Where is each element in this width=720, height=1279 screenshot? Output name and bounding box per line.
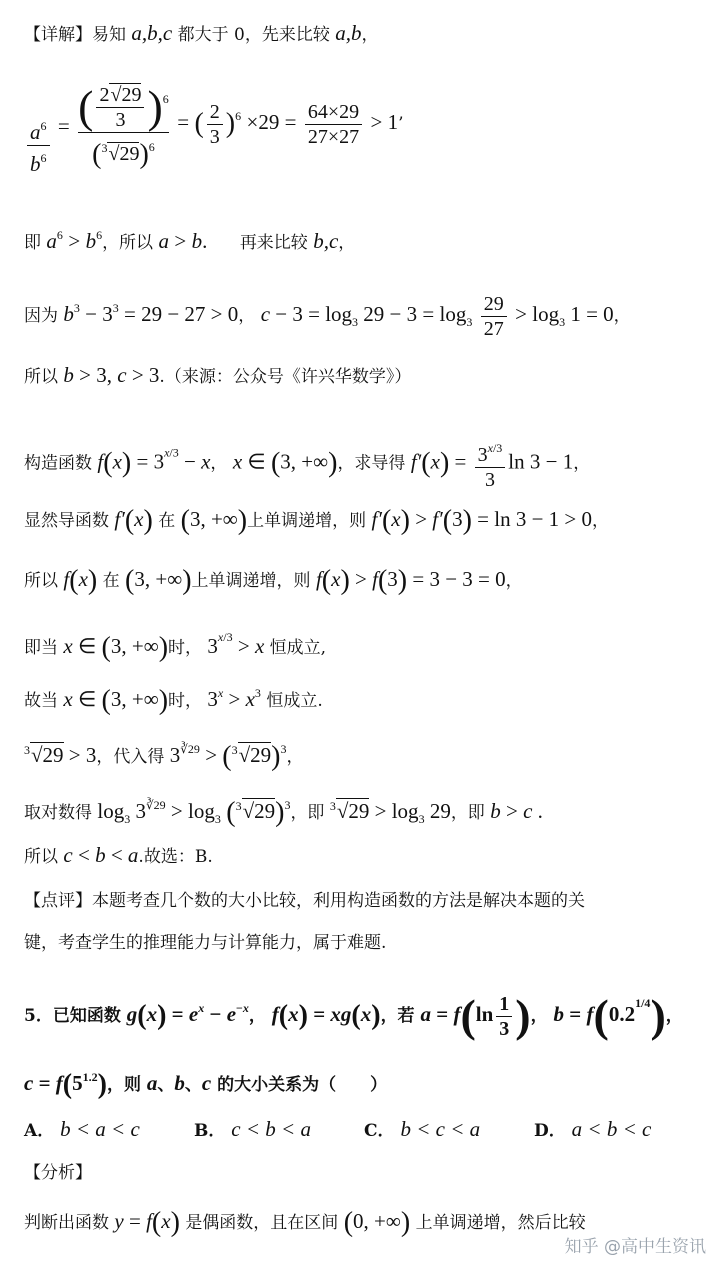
l10-tail: 恒成立.: [266, 691, 323, 711]
l13-tail: .故选：B.: [138, 847, 213, 867]
comment-line-1: [24, 888, 710, 914]
question-5-line-2: $c = f(5^{1.2})$，则 a、b、c 的大小关系为（ ）: [24, 1069, 388, 1100]
l3-tail: 再来比较: [239, 233, 308, 253]
option-c-text: b < c < a: [400, 1117, 481, 1141]
l9-tail: 恒成立,: [269, 638, 327, 658]
l11-mid: ，代入得: [96, 747, 165, 767]
l12-mid: ，即: [290, 803, 325, 823]
l3-prefix: 即: [24, 233, 41, 253]
l4-prefix: 因为: [24, 306, 58, 326]
l10-prefix: 故当: [24, 691, 58, 711]
sep-1: 、: [157, 1075, 175, 1095]
question-ruo: ，若: [380, 1006, 415, 1026]
function-increasing-line: 所以 f(x) 在 (3, +∞)上单调递增，则 f(x) > f(3) = 3 − 3 = 0，: [24, 565, 523, 596]
construct-function-line: 构造函数 $f(x) = 3^{x/3} - x$， x ∈ (3, +∞)，求导得 f′(x) = $\frac{3^{x/3}}{3}$ ln 3 − 1，: [24, 436, 710, 492]
l7-prefix: 显然导函数: [24, 511, 109, 531]
derivative-increasing-line: 显然导函数 f′(x) 在 (3, +∞)上单调递增，则 f′(x) > f′(3) = ln 3 − 1 > 0，: [24, 505, 610, 536]
vars-ab: a,b: [335, 21, 362, 45]
compare-ab-line: 即 $a^6 > b^6$，所以 a > b. 再来比较 b,c，: [24, 228, 356, 253]
l8-mid2: 上单调递增，则: [191, 571, 311, 591]
l7-mid: 在: [158, 511, 176, 531]
intro-text-2: 都大于 0，先来比较: [177, 25, 330, 45]
l6-prefix: 构造函数: [24, 453, 92, 474]
option-a[interactable]: [24, 1116, 194, 1144]
option-d-text: a < b < c: [571, 1117, 652, 1141]
take-log-line: 取对数得 $\log_3 3^{∛29} > \log_3 (^3√29)^3$，即 $^3√29 > \log_3 29$，即 b > c .: [24, 797, 543, 828]
vars-abc: a,b,c: [131, 21, 173, 45]
analysis-heading: 【分析】: [24, 1163, 92, 1183]
comment-text-1: 本题考查几个数的大小比较，利用构造函数的方法是解决本题的关: [92, 891, 585, 911]
detail-heading: 【详解】: [24, 25, 92, 45]
analysis-text-b: 是偶函数，且在区间: [185, 1213, 339, 1233]
option-b[interactable]: [194, 1116, 364, 1144]
when-x-line-2: 故当 x ∈ (3, +∞)时， $3^x > x^3$ 恒成立.: [24, 685, 323, 716]
question-5-line-1: 5．已知函数 $g(x) = e^x - e^{-x}$， f(x) = xg(x)，若 a = f(ln $\frac{1}{3}$ )， $b = f(0.2^{1/4})$，: [24, 990, 683, 1041]
question-number: 5．: [24, 1006, 53, 1026]
analysis-line: 判断出函数 y = f(x) 是偶函数，且在区间 (0, +∞) 上单调递增，然后比较: [24, 1207, 586, 1238]
analysis-text-a: 判断出函数: [24, 1213, 109, 1233]
watermark: 知乎 @高中生资讯: [564, 1237, 706, 1257]
substitute-line: $^3$√29 > 3，代入得 $3^{∛29} > (^3√29)^3$，: [24, 741, 304, 772]
so-b-c-line: 所以 b > 3, c > 3.（来源：公众号《许兴华数学》）: [24, 363, 412, 387]
l5-prefix: 所以: [24, 367, 58, 387]
l10-mid: 时，: [168, 691, 203, 711]
sep-2: 、: [184, 1075, 202, 1095]
because-line: 因为 $b^3 - 3^3 = 29 - 27 > 0$， $c - 3 = \log_3 29 - 3 = \log_3$ $\frac{29}{27}$ > $\log_3 1 = 0$，: [24, 293, 631, 340]
comment-line-2: [24, 930, 710, 956]
option-b-text: c < b < a: [231, 1117, 311, 1141]
frac-a6-b6: $\frac{a^6}{b^6}$: [27, 114, 50, 177]
comment-text-2: 键，考查学生的推理能力与计算能力，属于难题.: [24, 933, 387, 953]
l12-mid2: ，即: [450, 803, 485, 823]
intro-text: 易知: [92, 25, 126, 45]
l3-vars: b,c: [313, 229, 339, 253]
conclusion-line: 所以 c < b < a.故选：B.: [24, 843, 213, 867]
l6-mid: ，: [210, 453, 228, 474]
option-d[interactable]: [534, 1116, 664, 1144]
detail-intro-line: 【详解】易知 a,b,c 都大于 0，先来比较 a,b，: [24, 21, 379, 45]
l9-mid: 时，: [168, 638, 203, 658]
frac-big: ( $\frac{2√29}{3}$ )$^6$ $(^3√29)^6$: [78, 80, 169, 170]
option-d-letter: D．: [534, 1121, 566, 1141]
question-prefix: 已知函数: [52, 1006, 121, 1026]
l8-prefix: 所以: [24, 571, 58, 591]
l3-mid: ，所以: [102, 233, 154, 253]
l7-mid2: 上单调递增，则: [247, 511, 367, 531]
question-line2-tail: ，则: [106, 1075, 141, 1095]
option-a-text: b < a < c: [60, 1117, 140, 1141]
option-c-letter: C．: [364, 1121, 395, 1141]
l8-mid: 在: [102, 571, 120, 591]
analysis-text-c: 上单调递增，然后比较: [415, 1213, 586, 1233]
l12-prefix: 取对数得: [24, 803, 92, 823]
option-c[interactable]: [364, 1116, 534, 1144]
formula-a6-b6: $\frac{a^6}{b^6}$ = ( $\frac{2√29}{3}$ )$^6$ $(^3√29)^6$ = ( $\frac{2}{3}$ )$^6$ ×29 = $\frac{64\times 29}{27\times 27}$ > 1’: [24, 72, 710, 182]
option-b-letter: B．: [194, 1121, 226, 1141]
l13-prefix: 所以: [24, 847, 58, 867]
l9-prefix: 即当: [24, 638, 58, 658]
option-a-letter: A．: [24, 1121, 55, 1141]
l3-dot: .: [202, 229, 208, 253]
options-row: [24, 1116, 710, 1144]
comment-heading: 【点评】: [24, 891, 92, 911]
l6-mid2: ，求导得: [337, 453, 406, 474]
when-x-line-1: 即当 x ∈ (3, +∞)时， $3^{x/3} > x$ 恒成立,: [24, 630, 327, 663]
question-relation: 的大小关系为（ ）: [217, 1075, 388, 1095]
source-note: .（来源：公众号《许兴华数学》）: [159, 367, 412, 387]
